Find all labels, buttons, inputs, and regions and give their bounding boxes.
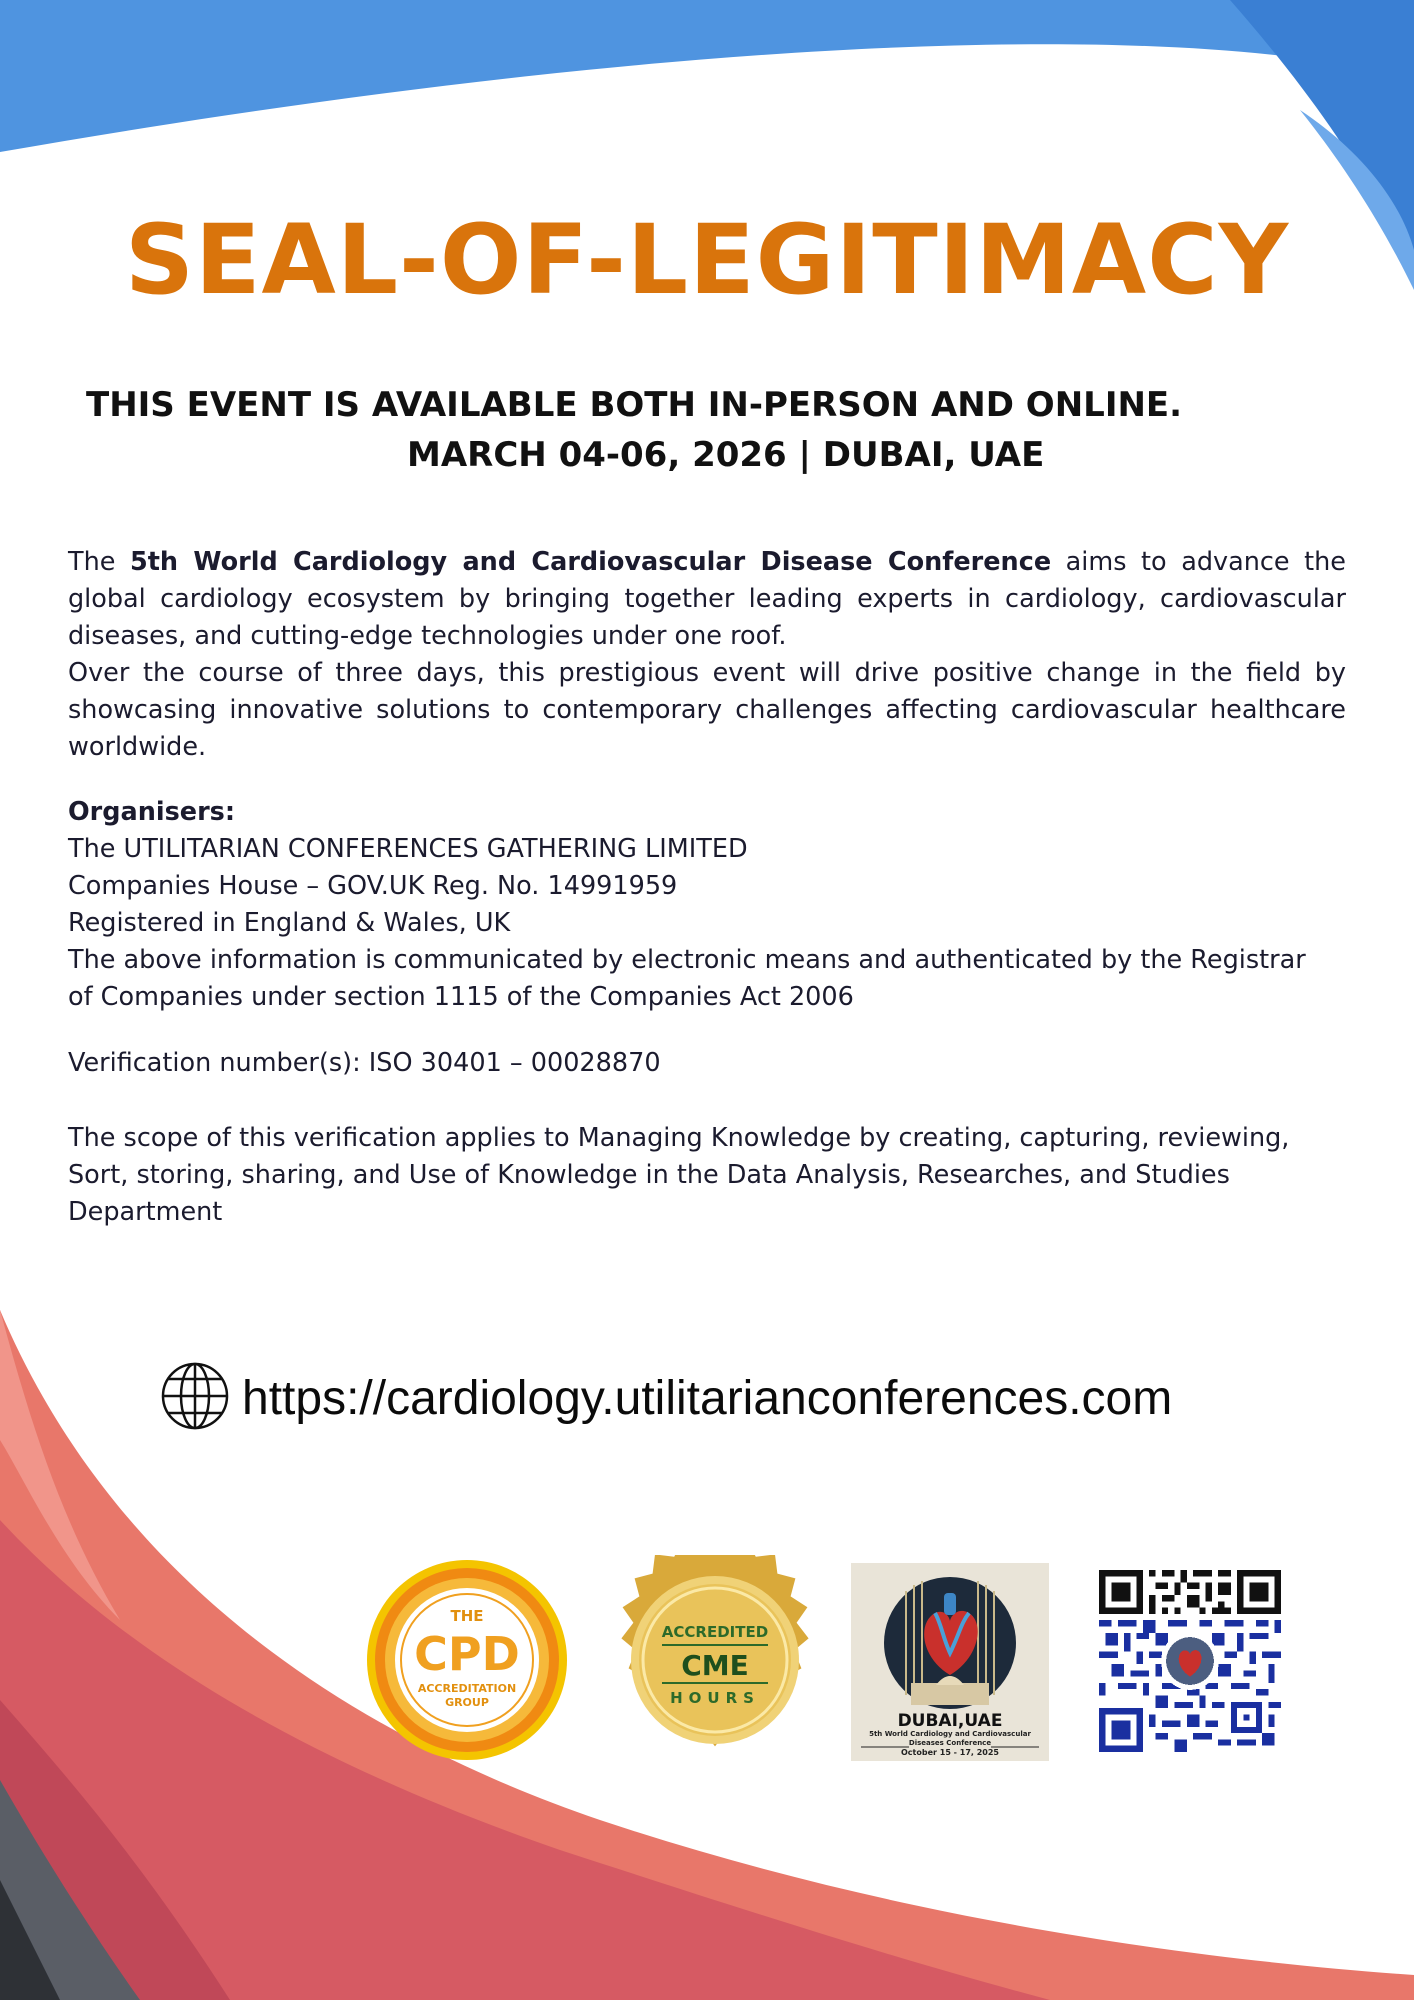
qr-code[interactable] bbox=[1099, 1570, 1281, 1752]
cpd-line1-text: ACCREDITATION bbox=[417, 1682, 517, 1695]
website-row[interactable] bbox=[160, 1363, 1172, 1433]
cpd-main-text: CPD bbox=[414, 1627, 520, 1681]
poster-conference-text: 5th World Cardiology and Cardiovascular Diseases Conference bbox=[869, 1730, 1031, 1747]
organiser-registered-location: Registered in England & Wales, UK bbox=[68, 908, 511, 938]
conference-poster-image bbox=[851, 1563, 1049, 1761]
cpd-accreditation-badge bbox=[362, 1555, 572, 1765]
poster-city-text: DUBAI,UAE bbox=[897, 1711, 1003, 1731]
scope-line2: Sort, storing, sharing, and Use of Knowledge in the Data Analysis, Researches, and Studies bbox=[68, 1160, 1230, 1190]
organiser-authentication-line2: of Companies under section 1115 of the Companies Act 2006 bbox=[68, 982, 854, 1012]
organiser-registration: Companies House – GOV.UK Reg. No. 14991959 bbox=[68, 871, 678, 901]
poster-date-text: October 15 - 17, 2025 bbox=[901, 1748, 999, 1757]
conference-name: 5th World Cardiology and Cardiovascular Disease Conference bbox=[129, 547, 1052, 577]
availability-heading: THIS EVENT IS AVAILABLE BOTH IN-PERSON AND ONLINE. bbox=[86, 385, 1183, 425]
intro-section bbox=[68, 544, 1346, 766]
website-link[interactable]: https://cardiology.utilitarianconferences.com bbox=[242, 1371, 1173, 1425]
cme-accreditation-badge bbox=[610, 1555, 820, 1765]
scope-line3: Department bbox=[68, 1197, 223, 1227]
verification-number: Verification number(s): ISO 30401 – 00028870 bbox=[68, 1048, 661, 1078]
cpd-line2-text: GROUP bbox=[445, 1696, 489, 1709]
cpd-top-text: THE bbox=[450, 1607, 484, 1625]
scope-section bbox=[68, 1120, 1346, 1231]
intro-the: The bbox=[68, 547, 116, 577]
intro-rest: aims to advance the global cardiology ecosystem by bringing together leading experts in cardiology, cardiovascular diseases, and cutting-edge technologies under one roof. bbox=[68, 547, 1346, 651]
cme-main-text: CME bbox=[681, 1649, 749, 1682]
cme-bottom-text: HOURS bbox=[670, 1689, 760, 1707]
organisers-section bbox=[68, 794, 1346, 1016]
page-title: SEAL-OF-LEGITIMACY bbox=[124, 204, 1290, 316]
organisers-label: Organisers: bbox=[68, 797, 236, 827]
intro-second-paragraph: Over the course of three days, this prestigious event will drive positive change in the field by showcasing innovative solutions to contemporary challenges affecting cardiovascular healthcare worldwide. bbox=[68, 658, 1346, 762]
cme-top-text: ACCREDITED bbox=[661, 1623, 769, 1641]
organiser-authentication-line1: The above information is communicated by electronic means and authenticated by the Registrar bbox=[68, 945, 1306, 975]
scope-line1: The scope of this verification applies to Managing Knowledge by creating, capturing, reviewing, bbox=[68, 1123, 1290, 1153]
intro-paragraph bbox=[68, 544, 1346, 655]
globe-icon bbox=[160, 1361, 230, 1435]
organiser-company: The UTILITARIAN CONFERENCES GATHERING LIMITED bbox=[68, 834, 748, 864]
date-location-heading: MARCH 04-06, 2026 | DUBAI, UAE bbox=[407, 435, 1045, 475]
